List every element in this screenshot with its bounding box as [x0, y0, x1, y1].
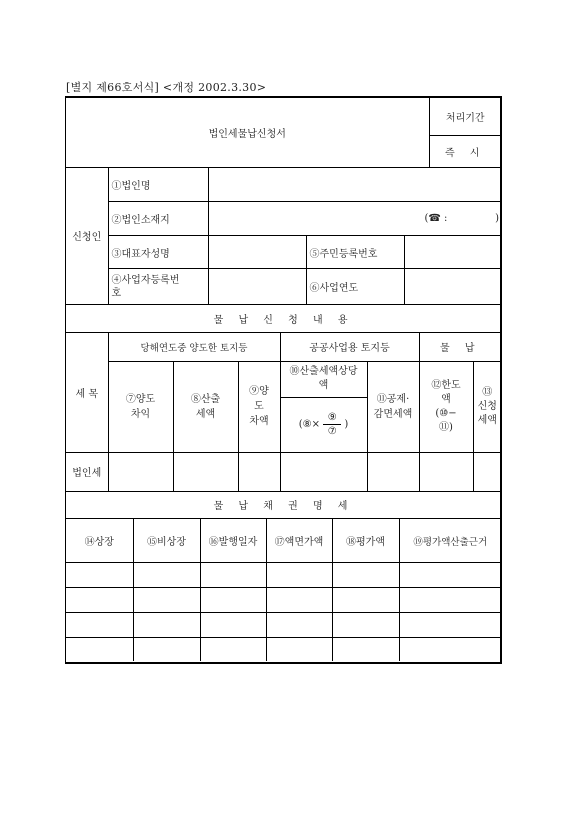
bond-cell[interactable]: [399, 613, 501, 638]
fiscal-year-field[interactable]: [404, 269, 501, 305]
input-calculated-tax[interactable]: [173, 452, 238, 491]
table-row: [66, 588, 501, 613]
input-requested-tax[interactable]: [473, 452, 501, 491]
col13-line3: 세액: [477, 414, 497, 426]
header-table: [66, 98, 501, 168]
formula-close: ): [344, 419, 349, 430]
table-row: [66, 613, 501, 638]
col9-line3: 차액: [249, 416, 269, 427]
bond-cell[interactable]: [399, 563, 501, 588]
rep-name-field[interactable]: [208, 236, 306, 269]
biz-reg-no-field[interactable]: [208, 269, 306, 305]
bond-cell[interactable]: [399, 638, 501, 661]
col9-line1: ⑨양: [249, 386, 269, 397]
col-transfer-difference: [238, 361, 280, 452]
current-year-group-label: 당해연도중 양도한 토지등: [108, 332, 280, 361]
bond-cell[interactable]: [133, 563, 200, 588]
bond-cell[interactable]: [133, 638, 200, 661]
bond-cell[interactable]: [66, 613, 133, 638]
request-section-title: 물 납 신 청 내 용: [66, 305, 501, 332]
form-caption: [별지 제66호서식] <개정 2002.3.30>: [66, 81, 267, 94]
col-limit-amount: [419, 361, 473, 452]
col10-formula: [280, 397, 367, 452]
col11-line2: 감면세액: [373, 408, 413, 420]
col7-line1: ⑦양도: [125, 393, 156, 405]
bond-cell[interactable]: [133, 588, 200, 613]
bond-cell[interactable]: [200, 563, 266, 588]
col13-line1: ⑬: [482, 386, 493, 398]
bond-cell[interactable]: [266, 563, 332, 588]
bonds-section-title: 물 납 채 권 명 세: [66, 492, 501, 519]
col7-line2: 차익: [130, 408, 151, 420]
corp-name-field[interactable]: [208, 168, 501, 202]
col13-line2: 신청: [477, 400, 497, 412]
resident-no-label: ⑤주민등록번호: [306, 236, 404, 269]
input-transfer-difference[interactable]: [238, 452, 280, 491]
input-transfer-gain[interactable]: [108, 452, 173, 491]
bond-cell[interactable]: [332, 588, 399, 613]
col-listed: ⑭상장: [66, 519, 133, 563]
rep-name-label: ③대표자성명: [108, 236, 208, 269]
processing-period-label: 처리기간: [429, 98, 501, 135]
bond-cell[interactable]: [133, 613, 200, 638]
biz-reg-no-line1: ④사업자등록번: [111, 274, 180, 286]
col11-line1: ⑪공제·: [376, 393, 410, 405]
bond-cell[interactable]: [266, 588, 332, 613]
corp-name-label: ①법인명: [108, 168, 208, 202]
bond-cell[interactable]: [200, 638, 266, 661]
col-face-value: ⑰액면가액: [266, 519, 332, 563]
input-limit-amount[interactable]: [419, 452, 473, 491]
input-deduction[interactable]: [367, 452, 419, 491]
col-appraisal-basis: ⑲평가액산출근거: [399, 519, 501, 563]
processing-period-value: 즉 시: [429, 135, 501, 167]
col-unlisted: ⑮비상장: [133, 519, 200, 563]
col12-line3: (⑩−: [435, 407, 457, 419]
bond-cell[interactable]: [332, 563, 399, 588]
request-table: [66, 305, 501, 492]
col10-line1: ⑩산출세액상당: [289, 366, 358, 377]
bond-cell[interactable]: [66, 638, 133, 661]
col-transfer-gain: [108, 361, 173, 452]
col12-line2: 액: [441, 393, 451, 405]
payment-in-kind-group-label: 물 납: [419, 332, 501, 361]
public-project-group-label: 공공사업용 토지등: [280, 332, 419, 361]
corp-tax-row-label: 법인세: [66, 452, 108, 491]
table-row: [66, 563, 501, 588]
applicant-label: 신청인: [66, 168, 108, 305]
col-appraised-value: ⑱평가액: [332, 519, 399, 563]
bond-cell[interactable]: [66, 563, 133, 588]
applicant-table: [66, 168, 501, 306]
col-calculated-tax: [173, 361, 238, 452]
form-title: 법인세물납신청서: [66, 98, 429, 167]
bond-cell[interactable]: [332, 638, 399, 661]
col12-line4: ⑪): [439, 421, 453, 433]
bond-cell[interactable]: [399, 588, 501, 613]
input-equivalent-tax[interactable]: [280, 452, 367, 491]
corp-address-label: ②법인소재지: [108, 202, 208, 236]
bond-cell[interactable]: [66, 588, 133, 613]
col10-line2: 액: [318, 380, 329, 391]
col-issue-date: ⑯발행일자: [200, 519, 266, 563]
formula-fraction: [323, 412, 341, 437]
col8-line1: ⑧산출: [190, 393, 221, 405]
corp-address-field[interactable]: [208, 202, 501, 236]
resident-no-field[interactable]: [404, 236, 501, 269]
col12-line1: ⑫한도: [431, 379, 461, 391]
formula-numerator: ⑨: [327, 412, 337, 423]
fraction-bar: [323, 424, 341, 425]
bond-cell[interactable]: [200, 613, 266, 638]
phone-hint: (☎ : ): [424, 213, 499, 224]
bond-cell[interactable]: [266, 638, 332, 661]
col-deduction: [367, 361, 419, 452]
bond-cell[interactable]: [266, 613, 332, 638]
fiscal-year-label: ⑥사업연도: [306, 269, 404, 305]
formula-open: (⑧×: [298, 419, 320, 430]
form-frame: [65, 96, 502, 664]
col8-line2: 세액: [195, 408, 216, 420]
bond-cell[interactable]: [332, 613, 399, 638]
bond-cell[interactable]: [200, 588, 266, 613]
tax-item-label: 세 목: [66, 332, 108, 452]
col9-line2: 도: [254, 401, 264, 412]
col-equivalent-tax: [280, 361, 367, 397]
biz-reg-no-line2: 호: [111, 287, 122, 299]
table-row: [66, 638, 501, 661]
col-requested-tax: [473, 361, 501, 452]
biz-reg-no-label: [108, 269, 208, 305]
formula-denominator: ⑦: [327, 426, 337, 437]
bonds-table: [66, 492, 501, 661]
